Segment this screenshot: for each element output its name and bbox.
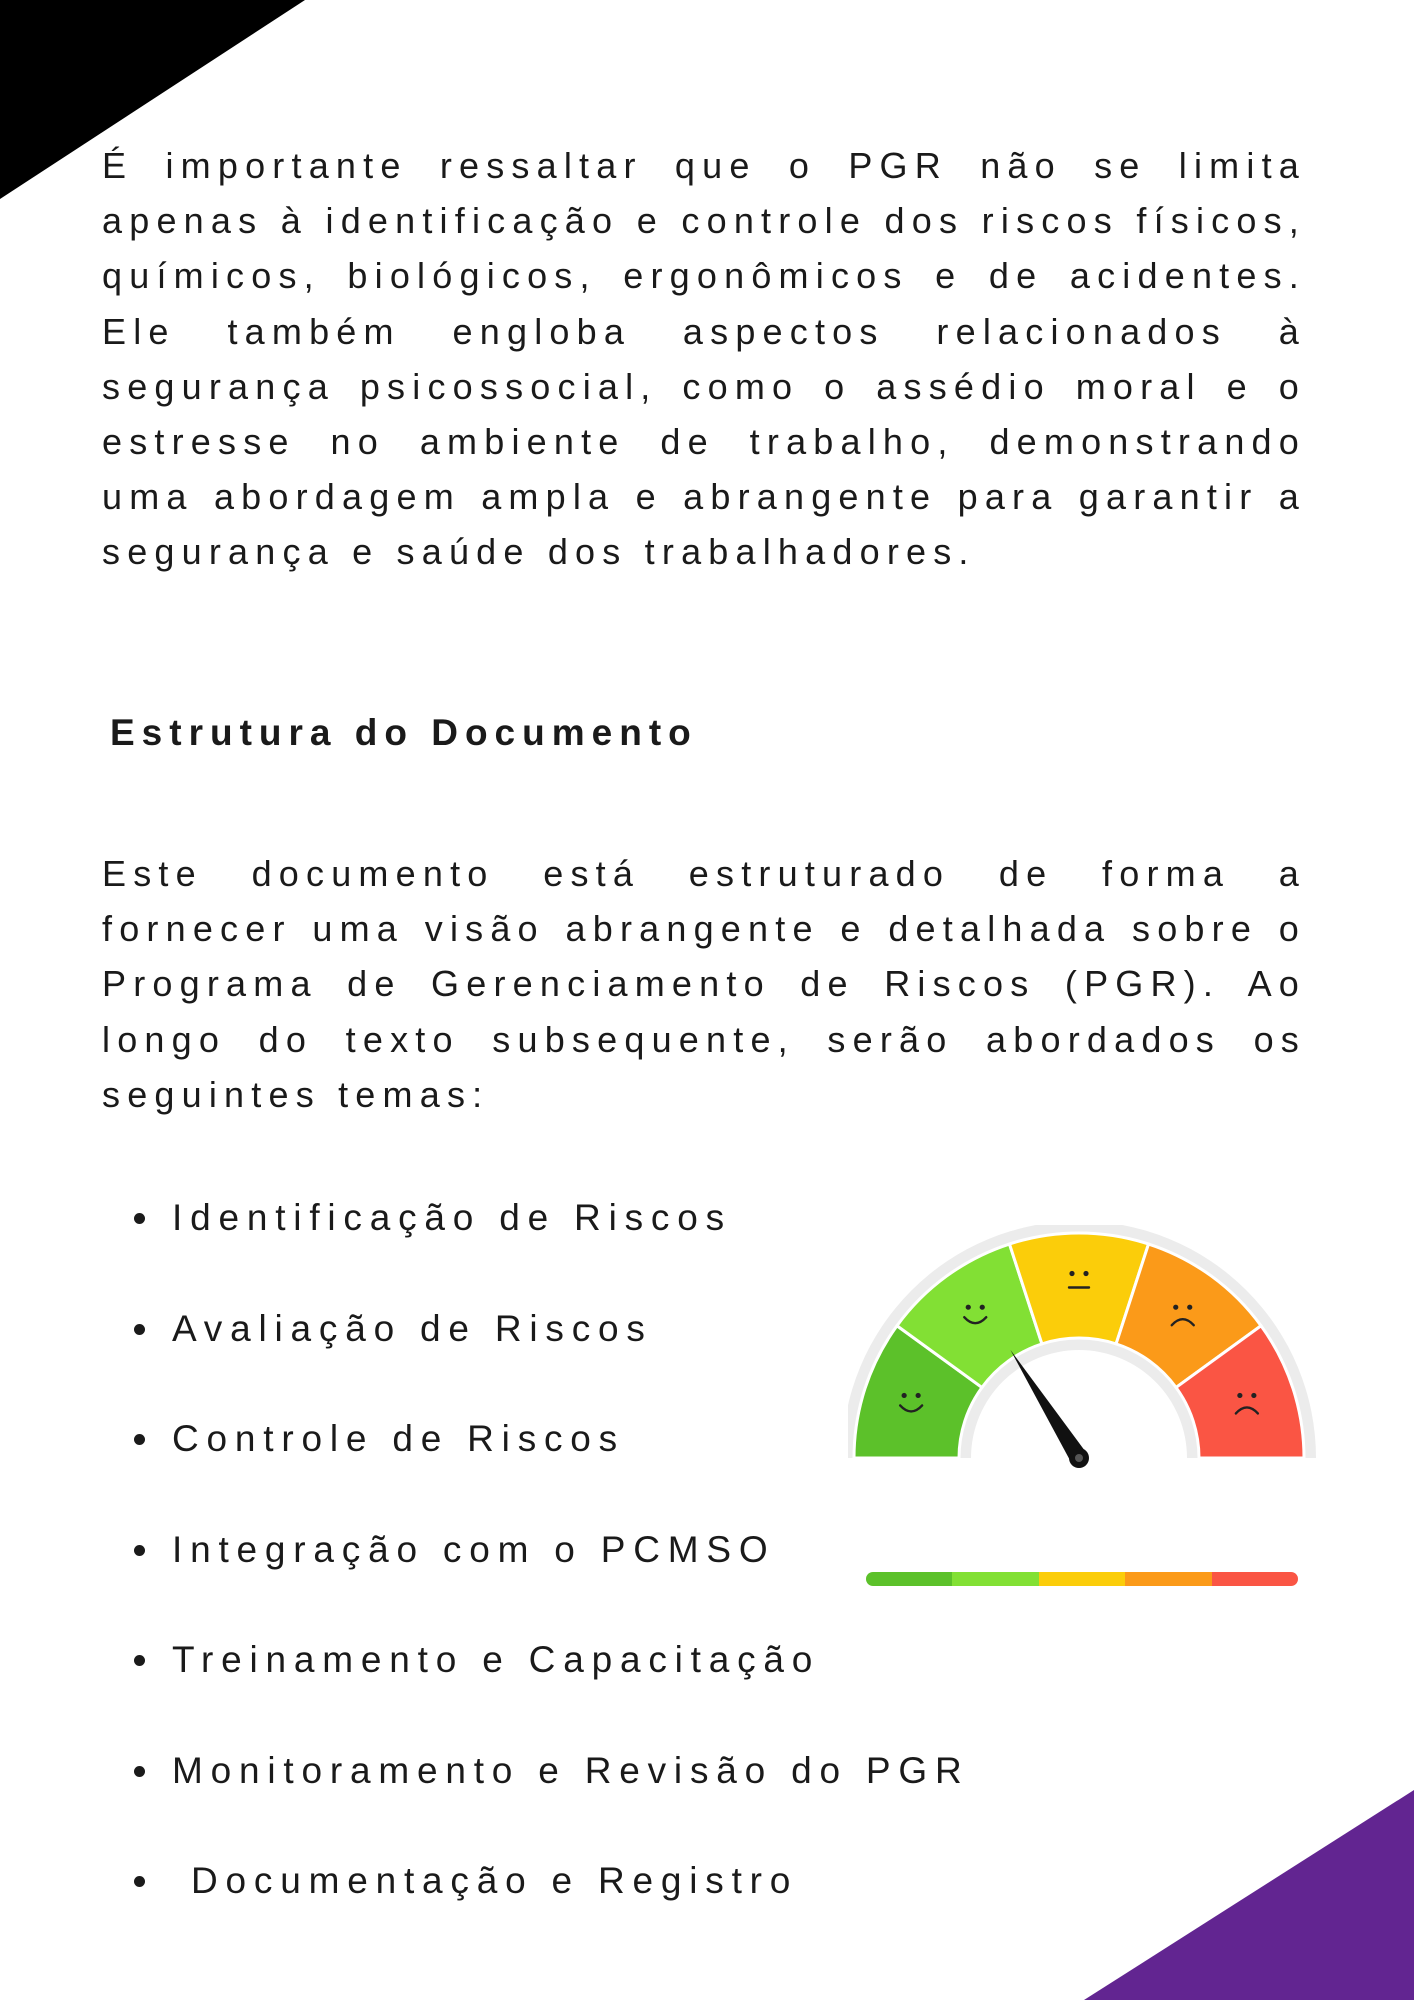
section-heading: Estrutura do Documento — [110, 712, 698, 753]
face-eye — [1251, 1393, 1256, 1398]
face-eye — [902, 1393, 907, 1398]
scale-bar-segment — [866, 1572, 952, 1586]
list-item: Documentação e Registro — [130, 1853, 970, 1964]
list-item: Identificação de Riscos — [130, 1190, 970, 1301]
corner-decoration-purple — [1084, 1790, 1414, 2000]
face-eye — [1069, 1271, 1074, 1276]
bullet-icon — [134, 1213, 145, 1224]
face-eye — [966, 1305, 971, 1310]
face-eye — [1187, 1305, 1192, 1310]
intro-paragraph: É importante ressaltar que o PGR não se limita apenas à identificação e controle dos riscos físicos, químicos, biológicos, ergonômicos e de acidentes. Ele também engloba aspectos relacionados à segurança psicossocial, como o assédio moral e o estresse no ambiente de trabalho, demonstrando uma abordagem ampla e abrangente para garantir a segurança e saúde dos trabalhadores. — [102, 145, 1306, 573]
list-item: Controle de Riscos — [130, 1411, 970, 1522]
risk-gauge-illustration — [848, 1225, 1318, 1495]
list-item: Integração com o PCMSO — [130, 1522, 970, 1633]
list-item: Monitoramento e Revisão do PGR — [130, 1743, 970, 1854]
topics-list — [130, 1190, 970, 1964]
bullet-icon — [134, 1434, 145, 1445]
face-eye — [980, 1305, 985, 1310]
structure-paragraph: Este documento está estruturado de forma a fornecer uma visão abrangente e detalhada sobre o Programa de Gerenciamento de Riscos (PGR). Ao longo do texto subsequente, serão abordados os seguintes temas: — [102, 853, 1306, 1115]
bullet-icon — [134, 1324, 145, 1335]
bullet-icon — [134, 1876, 145, 1887]
list-item: Treinamento e Capacitação — [130, 1632, 970, 1743]
scale-bar-segment — [1039, 1572, 1125, 1586]
bullet-icon — [134, 1655, 145, 1666]
scale-bar-segment — [1212, 1572, 1298, 1586]
face-eye — [1173, 1305, 1178, 1310]
scale-bar-segment — [1125, 1572, 1211, 1586]
bullet-icon — [134, 1545, 145, 1556]
gauge-needle — [1010, 1350, 1086, 1463]
gauge-needle-hub — [1075, 1454, 1083, 1462]
list-item: Avaliação de Riscos — [130, 1301, 970, 1412]
risk-scale-bar — [866, 1572, 1298, 1586]
face-eye — [916, 1393, 921, 1398]
face-eye — [1083, 1271, 1088, 1276]
scale-bar-segment — [952, 1572, 1038, 1586]
bullet-icon — [134, 1766, 145, 1777]
face-eye — [1237, 1393, 1242, 1398]
